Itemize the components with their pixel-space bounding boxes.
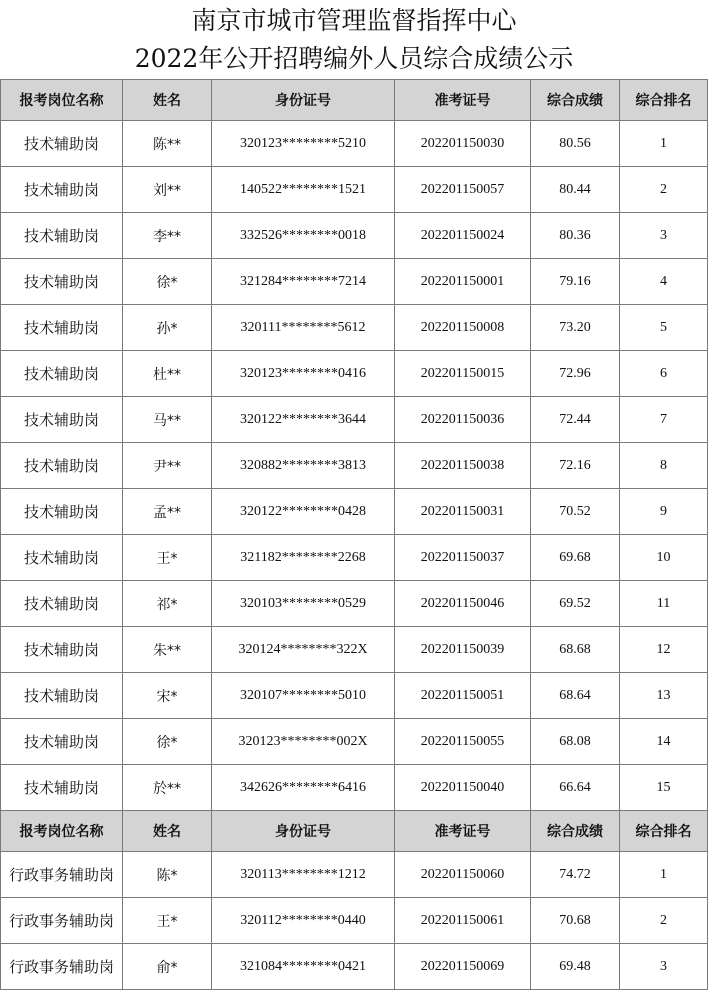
position-cell: 技术辅助岗 xyxy=(1,213,123,259)
name-cell: 杜** xyxy=(123,351,212,397)
column-header: 综合排名 xyxy=(620,80,708,121)
rank-cell: 6 xyxy=(620,351,708,397)
table-row xyxy=(1,627,708,673)
name-cell: 俞* xyxy=(123,944,212,990)
rank-cell: 13 xyxy=(620,673,708,719)
name-cell: 李** xyxy=(123,213,212,259)
table-row xyxy=(1,489,708,535)
rank-cell: 1 xyxy=(620,852,708,898)
score-cell: 74.72 xyxy=(531,852,620,898)
exam-number-cell: 202201150024 xyxy=(395,213,531,259)
position-cell: 技术辅助岗 xyxy=(1,535,123,581)
id-number-cell: 320122********0428 xyxy=(212,489,395,535)
name-cell: 王* xyxy=(123,535,212,581)
position-cell: 技术辅助岗 xyxy=(1,627,123,673)
position-cell: 行政事务辅助岗 xyxy=(1,944,123,990)
position-cell: 技术辅助岗 xyxy=(1,443,123,489)
id-number-cell: 320122********3644 xyxy=(212,397,395,443)
exam-number-cell: 202201150057 xyxy=(395,167,531,213)
exam-number-cell: 202201150038 xyxy=(395,443,531,489)
table-row xyxy=(1,719,708,765)
position-cell: 技术辅助岗 xyxy=(1,351,123,397)
name-cell: 刘** xyxy=(123,167,212,213)
score-cell: 69.68 xyxy=(531,535,620,581)
id-number-cell: 320107********5010 xyxy=(212,673,395,719)
score-cell: 72.44 xyxy=(531,397,620,443)
exam-number-cell: 202201150036 xyxy=(395,397,531,443)
exam-number-cell: 202201150015 xyxy=(395,351,531,397)
column-header: 准考证号 xyxy=(395,811,531,852)
header-row xyxy=(1,80,708,121)
name-cell: 於** xyxy=(123,765,212,811)
table-row xyxy=(1,167,708,213)
name-cell: 孙* xyxy=(123,305,212,351)
name-cell: 尹** xyxy=(123,443,212,489)
score-cell: 69.48 xyxy=(531,944,620,990)
column-header: 姓名 xyxy=(123,811,212,852)
position-cell: 行政事务辅助岗 xyxy=(1,898,123,944)
exam-number-cell: 202201150051 xyxy=(395,673,531,719)
rank-cell: 3 xyxy=(620,944,708,990)
table-row xyxy=(1,898,708,944)
score-cell: 66.64 xyxy=(531,765,620,811)
id-number-cell: 320882********3813 xyxy=(212,443,395,489)
exam-number-cell: 202201150008 xyxy=(395,305,531,351)
name-cell: 孟** xyxy=(123,489,212,535)
id-number-cell: 320123********0416 xyxy=(212,351,395,397)
score-cell: 80.56 xyxy=(531,121,620,167)
rank-cell: 7 xyxy=(620,397,708,443)
position-cell: 行政事务辅助岗 xyxy=(1,852,123,898)
column-header: 报考岗位名称 xyxy=(1,80,123,121)
table-row xyxy=(1,397,708,443)
rank-cell: 4 xyxy=(620,259,708,305)
id-number-cell: 140522********1521 xyxy=(212,167,395,213)
position-cell: 技术辅助岗 xyxy=(1,259,123,305)
exam-number-cell: 202201150060 xyxy=(395,852,531,898)
id-number-cell: 320123********5210 xyxy=(212,121,395,167)
position-cell: 技术辅助岗 xyxy=(1,167,123,213)
table-row xyxy=(1,213,708,259)
table-row xyxy=(1,443,708,489)
table-row xyxy=(1,852,708,898)
column-header: 报考岗位名称 xyxy=(1,811,123,852)
name-cell: 徐* xyxy=(123,259,212,305)
id-number-cell: 320124********322X xyxy=(212,627,395,673)
exam-number-cell: 202201150061 xyxy=(395,898,531,944)
name-cell: 陈* xyxy=(123,852,212,898)
rank-cell: 11 xyxy=(620,581,708,627)
position-cell: 技术辅助岗 xyxy=(1,719,123,765)
score-cell: 80.44 xyxy=(531,167,620,213)
position-cell: 技术辅助岗 xyxy=(1,581,123,627)
exam-number-cell: 202201150040 xyxy=(395,765,531,811)
rank-cell: 14 xyxy=(620,719,708,765)
exam-number-cell: 202201150031 xyxy=(395,489,531,535)
header-row xyxy=(1,811,708,852)
position-cell: 技术辅助岗 xyxy=(1,397,123,443)
id-number-cell: 320113********1212 xyxy=(212,852,395,898)
exam-number-cell: 202201150069 xyxy=(395,944,531,990)
id-number-cell: 321284********7214 xyxy=(212,259,395,305)
position-cell: 技术辅助岗 xyxy=(1,121,123,167)
exam-number-cell: 202201150030 xyxy=(395,121,531,167)
position-cell: 技术辅助岗 xyxy=(1,305,123,351)
id-number-cell: 321182********2268 xyxy=(212,535,395,581)
table-row xyxy=(1,673,708,719)
table-row xyxy=(1,305,708,351)
rank-cell: 2 xyxy=(620,898,708,944)
name-cell: 王* xyxy=(123,898,212,944)
id-number-cell: 342626********6416 xyxy=(212,765,395,811)
table-row xyxy=(1,351,708,397)
score-cell: 80.36 xyxy=(531,213,620,259)
score-cell: 73.20 xyxy=(531,305,620,351)
exam-number-cell: 202201150055 xyxy=(395,719,531,765)
name-cell: 徐* xyxy=(123,719,212,765)
name-cell: 祁* xyxy=(123,581,212,627)
name-cell: 陈** xyxy=(123,121,212,167)
name-cell: 马** xyxy=(123,397,212,443)
column-header: 综合成绩 xyxy=(531,811,620,852)
id-number-cell: 320111********5612 xyxy=(212,305,395,351)
table-row xyxy=(1,581,708,627)
position-cell: 技术辅助岗 xyxy=(1,673,123,719)
column-header: 综合成绩 xyxy=(531,80,620,121)
id-number-cell: 321084********0421 xyxy=(212,944,395,990)
column-header: 身份证号 xyxy=(212,811,395,852)
name-cell: 宋* xyxy=(123,673,212,719)
table-row xyxy=(1,765,708,811)
rank-cell: 8 xyxy=(620,443,708,489)
exam-number-cell: 202201150037 xyxy=(395,535,531,581)
id-number-cell: 320112********0440 xyxy=(212,898,395,944)
rank-cell: 10 xyxy=(620,535,708,581)
page-title: 南京市城市管理监督指挥中心 xyxy=(191,6,517,35)
rank-cell: 3 xyxy=(620,213,708,259)
rank-cell: 15 xyxy=(620,765,708,811)
exam-number-cell: 202201150046 xyxy=(395,581,531,627)
id-number-cell: 332526********0018 xyxy=(212,213,395,259)
table-row xyxy=(1,944,708,990)
name-cell: 朱** xyxy=(123,627,212,673)
table-row xyxy=(1,259,708,305)
id-number-cell: 320123********002X xyxy=(212,719,395,765)
score-table xyxy=(0,79,708,990)
table-row xyxy=(1,121,708,167)
rank-cell: 2 xyxy=(620,167,708,213)
rank-cell: 12 xyxy=(620,627,708,673)
column-header: 身份证号 xyxy=(212,80,395,121)
position-cell: 技术辅助岗 xyxy=(1,765,123,811)
position-cell: 技术辅助岗 xyxy=(1,489,123,535)
rank-cell: 9 xyxy=(620,489,708,535)
rank-cell: 1 xyxy=(620,121,708,167)
score-cell: 68.08 xyxy=(531,719,620,765)
exam-number-cell: 202201150001 xyxy=(395,259,531,305)
score-cell: 72.16 xyxy=(531,443,620,489)
score-cell: 70.52 xyxy=(531,489,620,535)
exam-number-cell: 202201150039 xyxy=(395,627,531,673)
score-cell: 79.16 xyxy=(531,259,620,305)
table-row xyxy=(1,535,708,581)
score-cell: 68.68 xyxy=(531,627,620,673)
score-cell: 69.52 xyxy=(531,581,620,627)
column-header: 综合排名 xyxy=(620,811,708,852)
score-cell: 72.96 xyxy=(531,351,620,397)
id-number-cell: 320103********0529 xyxy=(212,581,395,627)
column-header: 准考证号 xyxy=(395,80,531,121)
score-cell: 70.68 xyxy=(531,898,620,944)
column-header: 姓名 xyxy=(123,80,212,121)
rank-cell: 5 xyxy=(620,305,708,351)
score-cell: 68.64 xyxy=(531,673,620,719)
page-subtitle: 2022年公开招聘编外人员综合成绩公示 xyxy=(134,44,574,73)
